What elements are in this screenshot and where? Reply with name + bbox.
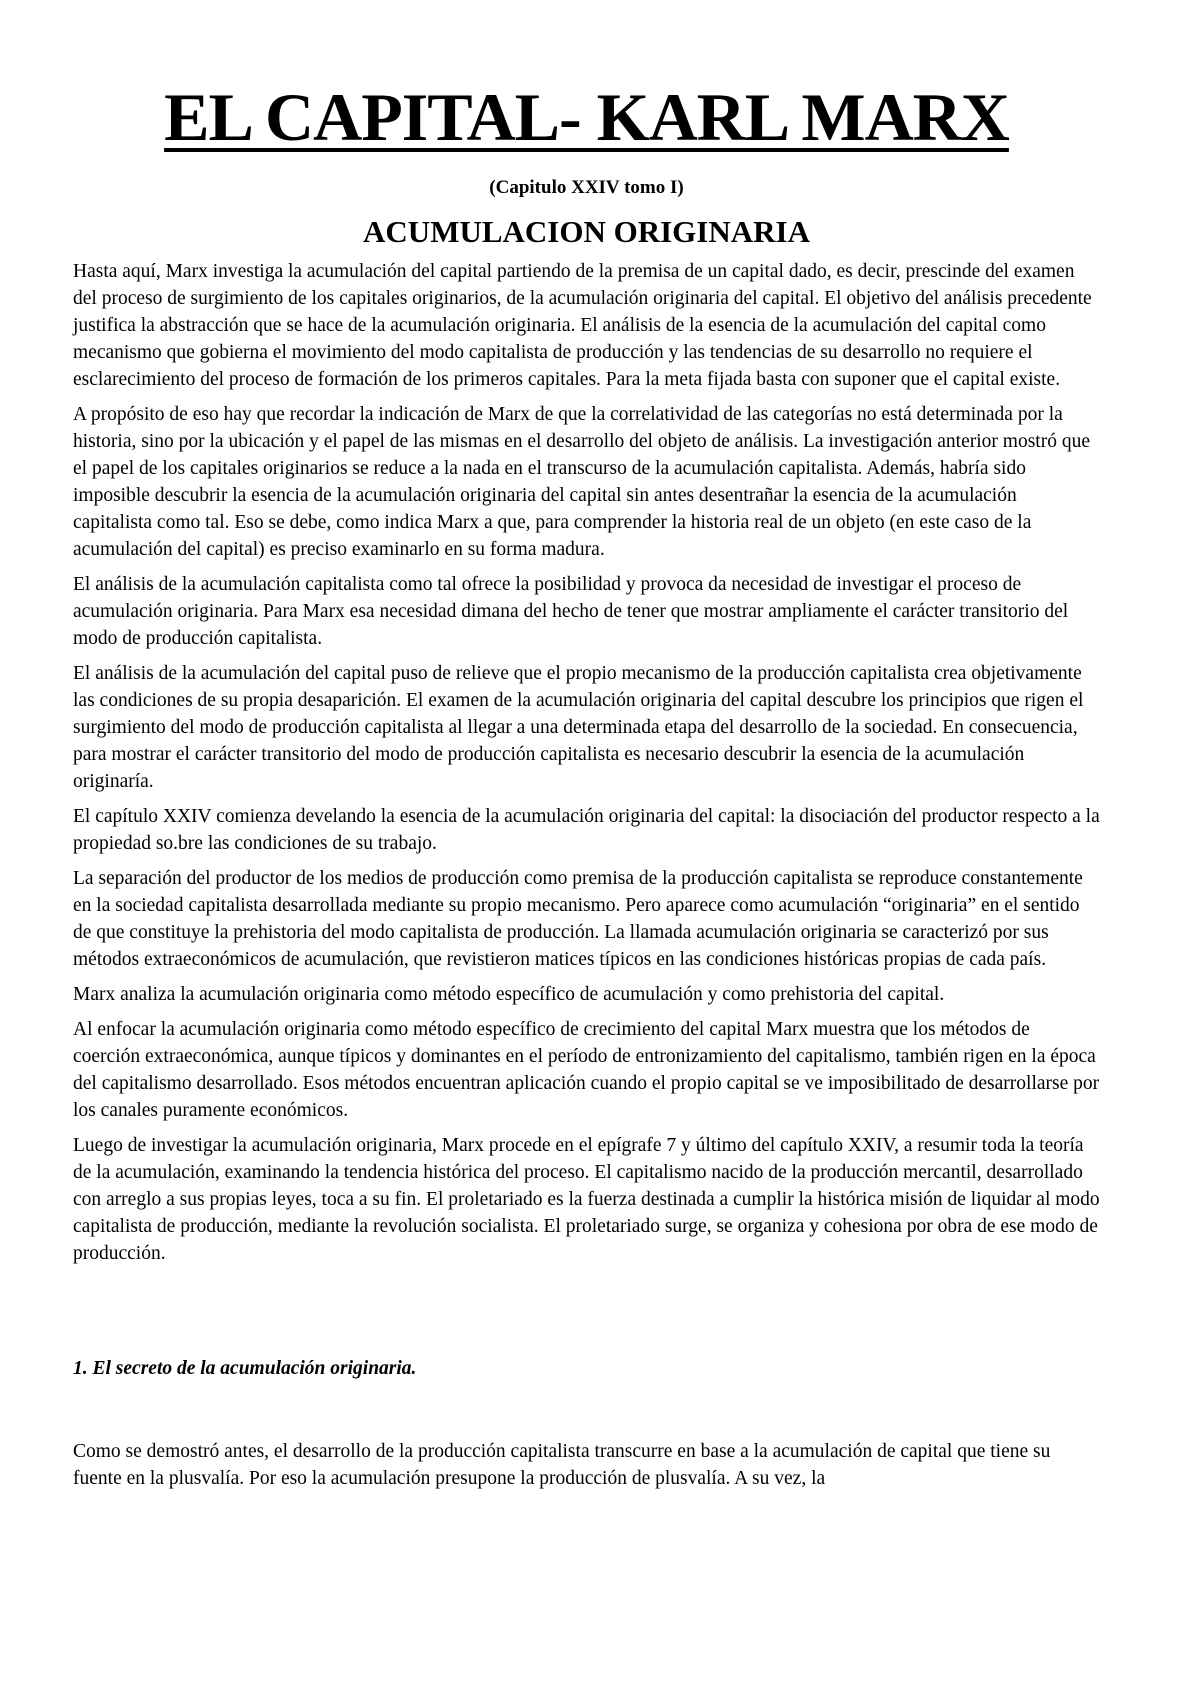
document-subtitle: (Capitulo XXIV tomo I) xyxy=(489,176,684,198)
section-title: ACUMULACION ORIGINARIA xyxy=(363,213,810,249)
paragraph-9: Luego de investigar la acumulación originaria, Marx procede en el epígrafe 7 y último del capítulo XXIV, a resumir toda la teoría de la acumulación, examinando la tendencia histórica del proceso. El capitalismo nacido de la producción mercantil, desarrollado con arreglo a sus propias leyes, toca a su fin. El proletariado es la fuerza destinada a cumplir la histórica misión de liquidar al modo capitalista de producción, mediante la revolución socialista. El proletariado surge, se organiza y cohesiona por obra de ese modo de producción. xyxy=(73,1134,1100,1264)
paragraph-2: A propósito de eso hay que recordar la indicación de Marx de que la correlatividad de las categorías no está determinada por la historia, sino por la ubicación y el papel de las mismas en el desarrollo del objeto de análisis. La investigación anterior mostró que el papel de los capitales originarios se reduce a la nada en el transcurso de la acumulación capitalista. Además, habría sido imposible descubrir la esencia de la acumulación originaria del capital sin antes desentrañar la esencia de la acumulación capitalista como tal. Eso se debe, como indica Marx a que, para comprender la historia real de un objeto (en este caso de la acumulación del capital) es preciso examinarlo en su forma madura. xyxy=(73,403,1090,560)
paragraph-1: Hasta aquí, Marx investiga la acumulación del capital partiendo de la premisa de un capital dado, es decir, prescinde del examen del proceso de surgimiento de los capitales originarios, de la acumulación originaria del capital. El objetivo del análisis precedente justifica la abstracción que se hace de la acumulación originaria. El análisis de la esencia de la acumulación del capital como mecanismo que gobierna el movimiento del modo capitalista de producción y las tendencias de su desarrollo no requiere el esclarecimiento del proceso de formación de los primeros capitales. Para la meta fijada basta con suponer que el capital existe. xyxy=(73,260,1092,390)
paragraph-final: Como se demostró antes, el desarrollo de la producción capitalista transcurre en base a la acumulación de capital que tiene su fuente en la plusvalía. Por eso la acumulación presupone la producción de plusvalía. A su vez, la xyxy=(73,1440,1051,1489)
paragraph-7: Marx analiza la acumulación originaria como método específico de acumulación y como prehistoria del capital. xyxy=(73,983,945,1005)
paragraph-8: Al enfocar la acumulación originaria como método específico de crecimiento del capital Marx muestra que los métodos de coerción extraeconómica, aunque típicos y dominantes en el período de entronizamiento del capitalismo, también rigen en la época del capitalismo desarrollado. Esos métodos encuentran aplicación cuando el propio capital se ve imposibilitado de desarrollarse por los canales puramente económicos. xyxy=(73,1018,1100,1121)
section-subheading: 1. El secreto de la acumulación originaria. xyxy=(73,1357,417,1379)
document-title: EL CAPITAL- KARL MARX xyxy=(164,79,1009,155)
paragraph-6: La separación del productor de los medios de producción como premisa de la producción capitalista se reproduce constantemente en la sociedad capitalista desarrollada mediante su propio mecanismo. Pero aparece como acumulación “originaria” en el sentido de que constituye la prehistoria del modo capitalista de producción. La llamada acumulación originaria se caracterizó por sus métodos extraeconómicos de acumulación, que revistieron matices típicos en las condiciones históricas propias de cada país. xyxy=(73,867,1083,970)
paragraph-3: El análisis de la acumulación capitalista como tal ofrece la posibilidad y provoca da necesidad de investigar el proceso de acumulación originaria. Para Marx esa necesidad dimana del hecho de tener que mostrar ampliamente el carácter transitorio del modo de producción capitalista. xyxy=(73,573,1069,649)
paragraph-5: El capítulo XXIV comienza develando la esencia de la acumulación originaria del capital: la disociación del productor respecto a la propiedad so.bre las condiciones de su trabajo. xyxy=(73,805,1100,854)
paragraph-4: El análisis de la acumulación del capital puso de relieve que el propio mecanismo de la producción capitalista crea objetivamente las condiciones de su propia desaparición. El examen de la acumulación originaria del capital descubre los principios que rigen el surgimiento del modo de producción capitalista al llegar a una determinada etapa del desarrollo de la sociedad. En consecuencia, para mostrar el carácter transitorio del modo de producción capitalista es necesario descubrir la esencia de la acumulación originaría. xyxy=(73,662,1084,792)
document-page xyxy=(73,80,1100,1500)
